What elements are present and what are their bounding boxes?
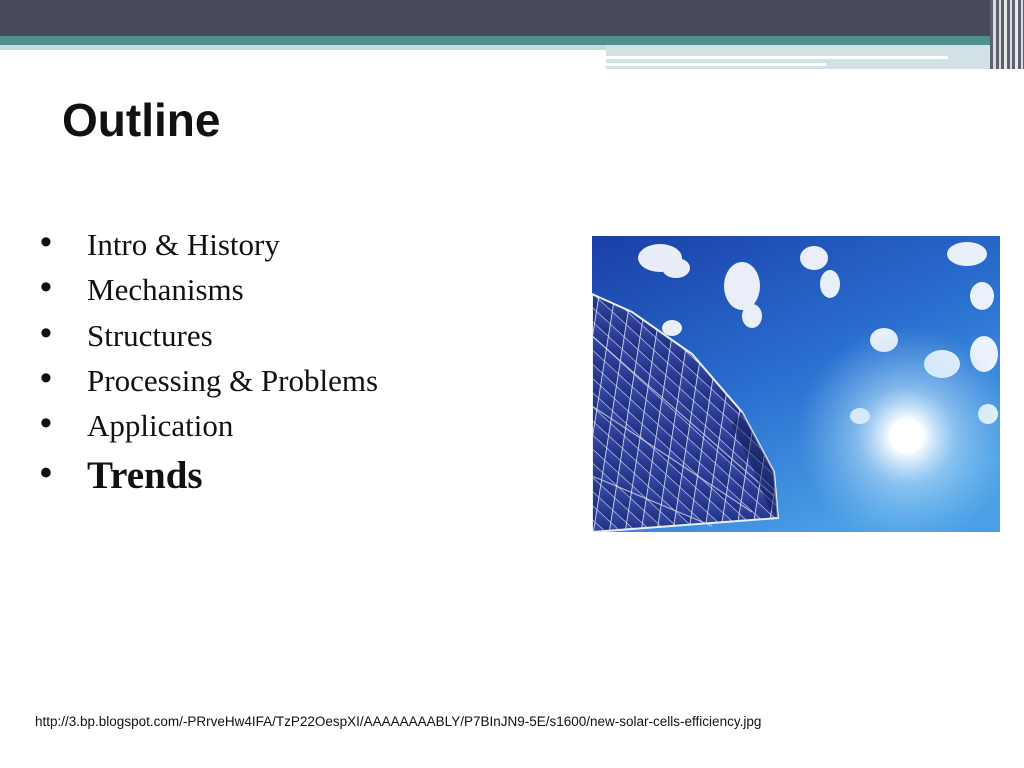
bullet-text: Application [87, 408, 234, 444]
image-source-url[interactable]: http://3.bp.blogspot.com/-PRrveHw4IFA/TzP22OespXI/AAAAAAAABLY/P7BInJN9-5E/s1600/new-solar-cells-efficiency.jpg [35, 714, 762, 729]
header-teal-band [0, 36, 1024, 45]
bullet-text: Intro & History [87, 227, 280, 262]
bullet-text: Processing & Problems [87, 362, 379, 398]
header-dark-band [0, 0, 1024, 36]
bullet-dot-icon: • [40, 404, 52, 443]
slide-title: Outline [62, 94, 221, 146]
solar-panel-photo [592, 236, 1000, 532]
bullet-list [40, 222, 378, 502]
bullet-item [40, 403, 378, 448]
header-accent-line [606, 63, 826, 66]
bullet-dot-icon: • [40, 223, 52, 261]
bullet-item [40, 358, 378, 403]
bullet-dot-icon: • [40, 313, 52, 352]
bullet-item [40, 313, 378, 358]
bullet-item [40, 267, 378, 312]
bullet-item [40, 222, 378, 267]
bullet-text: Mechanisms [87, 272, 244, 308]
header-stripes [990, 0, 1024, 69]
bullet-text: Trends [87, 454, 203, 498]
header-light-strip [0, 45, 606, 50]
bullet-dot-icon: • [40, 268, 52, 307]
bullet-text: Structures [87, 317, 213, 353]
header-accent-line [606, 56, 948, 59]
bullet-dot-icon: • [40, 358, 52, 397]
bullet-dot-icon: • [40, 454, 52, 493]
bullet-item-current [40, 450, 378, 502]
